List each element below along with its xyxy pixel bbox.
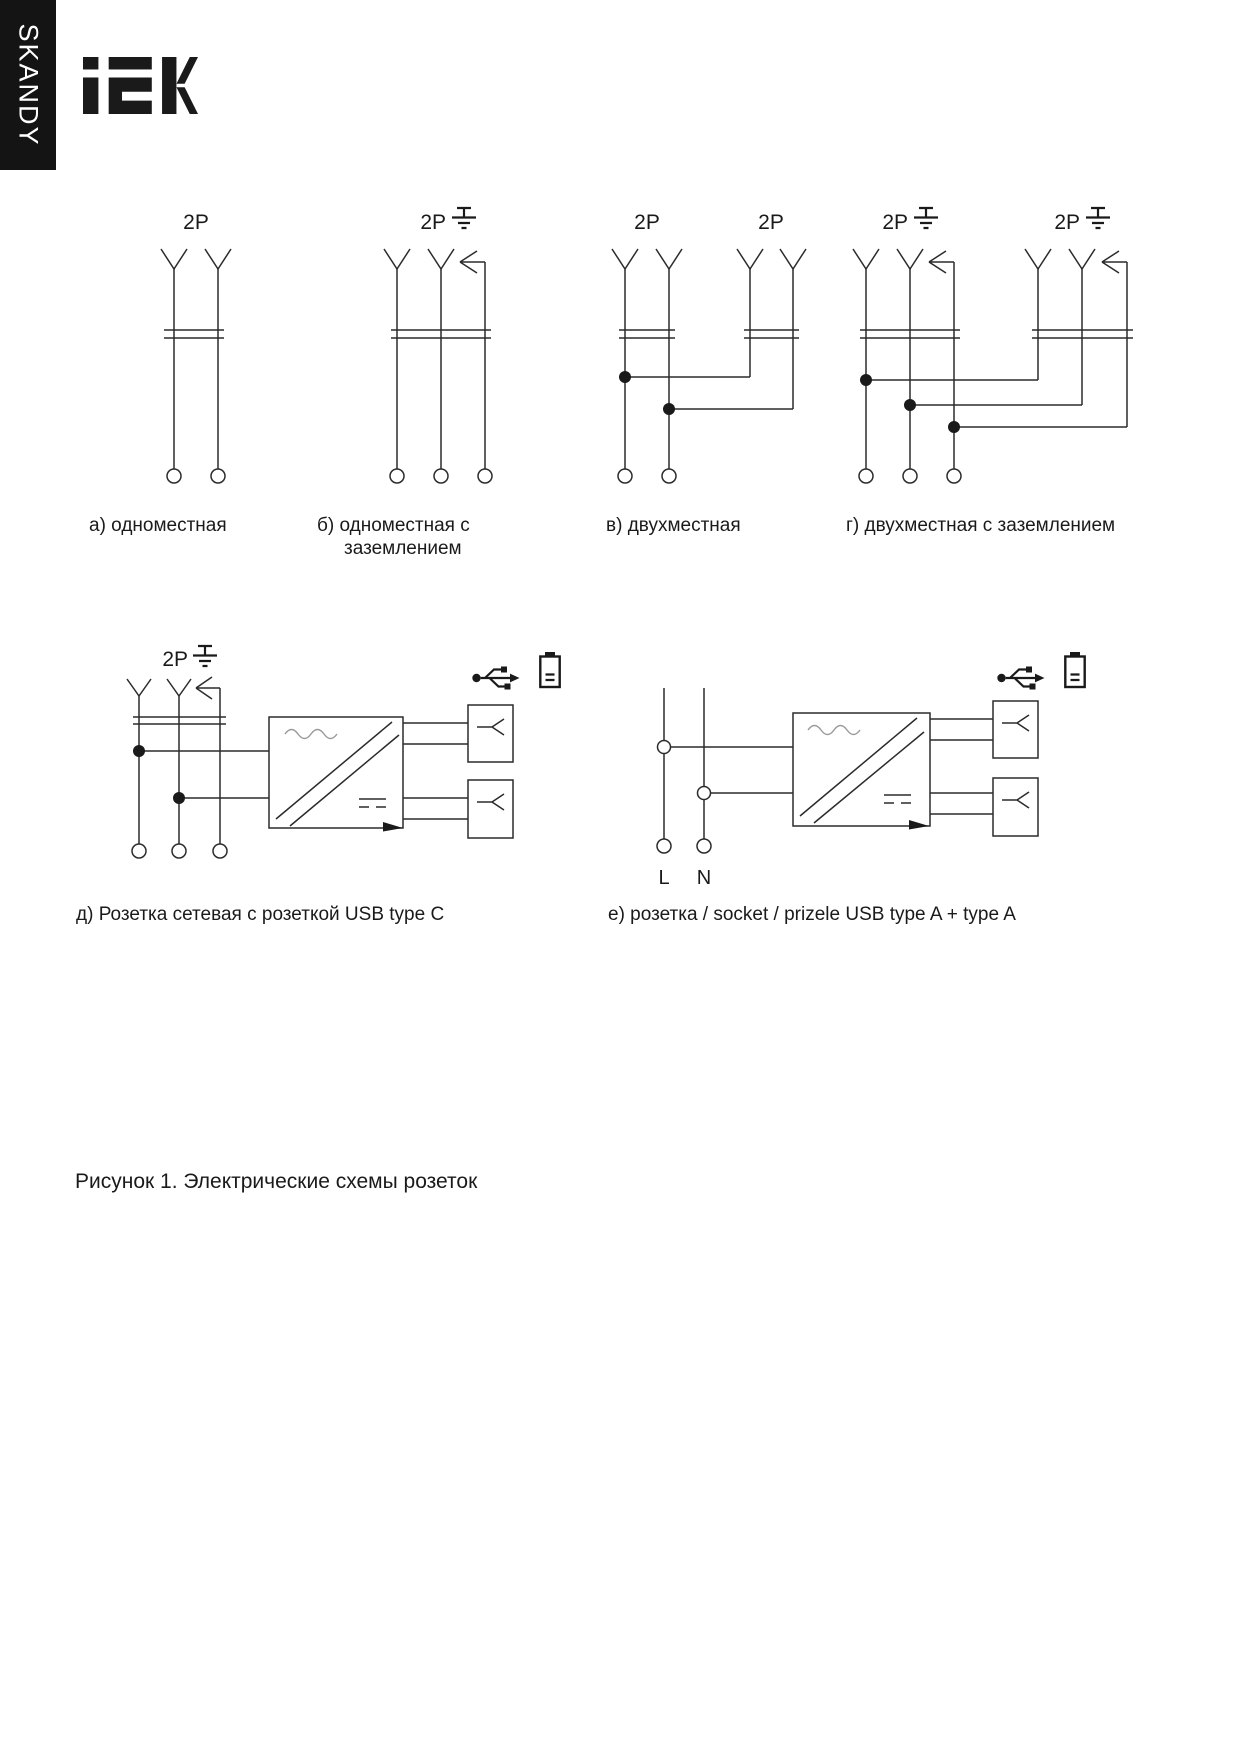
usb-port-box (993, 778, 1038, 836)
terminal-circle (434, 469, 448, 483)
socket-contact-icon (1002, 792, 1029, 808)
pole-label: 2P (758, 211, 784, 234)
contact-fork-icon (853, 249, 923, 269)
battery-icon (540, 652, 559, 687)
terminal-circle (657, 839, 671, 853)
pole-label: 2P (882, 211, 908, 234)
battery-icon (1065, 652, 1084, 687)
output-wires (403, 723, 468, 819)
ac-wave-icon (808, 726, 860, 735)
socket-bar (860, 330, 1133, 338)
caption-v: в) двухместная (606, 515, 741, 536)
contact-fork-icon (612, 249, 682, 269)
supply-wires (139, 751, 269, 798)
terminal-circle (390, 469, 404, 483)
junction-dot (619, 371, 631, 383)
terminal-n-label: N (696, 867, 712, 889)
pole-label: 2P (1054, 211, 1080, 234)
contact-fork-icon (205, 249, 231, 269)
terminal-circle (903, 469, 917, 483)
usb-port-box (993, 701, 1038, 758)
terminal-circle (662, 469, 676, 483)
brand-series-label: SKANDY (13, 23, 44, 147)
usb-trident-icon (997, 667, 1044, 690)
caption-d: д) Розетка сетевая с розеткой USB type C (76, 904, 445, 925)
usb-port-box (468, 705, 513, 762)
converter-diagonal (276, 722, 399, 826)
caption-g: г) двухместная с заземлением (846, 515, 1116, 536)
junction-circle (658, 741, 671, 754)
terminal-circle (697, 839, 711, 853)
converter-diagonal (800, 718, 924, 823)
contact-fork-icon (384, 249, 410, 269)
diagram-d-socket-usb-c (95, 635, 575, 870)
terminal-circle (947, 469, 961, 483)
diagram-b-single-socket-earthed (325, 195, 525, 505)
flow-arrow-icon (383, 822, 403, 832)
ac-wave-icon (285, 730, 337, 739)
terminal-circle (172, 844, 186, 858)
earth-pin-arrow-icon (460, 251, 485, 273)
contact-fork-icon (127, 679, 191, 696)
earth-icon (452, 208, 476, 228)
usb-port-box (468, 780, 513, 838)
diagram-g-double-socket-earthed (825, 195, 1160, 505)
dc-symbol-icon (359, 799, 386, 807)
acdc-converter-box (269, 717, 403, 832)
earth-icon (914, 208, 938, 228)
iek-logo (83, 57, 198, 114)
pole-label: 2P (183, 211, 209, 234)
junction-dot (904, 399, 916, 411)
socket-bar (164, 330, 224, 338)
contact-fork-icon (428, 249, 454, 269)
caption-a: а) одноместная (89, 515, 227, 536)
output-wires (930, 719, 993, 814)
terminal-circle (859, 469, 873, 483)
socket-contact-icon (1002, 715, 1029, 731)
junction-dot (133, 745, 145, 757)
acdc-converter-box (793, 713, 930, 830)
junction-dot (173, 792, 185, 804)
contact-fork-icon (1025, 249, 1095, 269)
supply-wires (671, 747, 794, 793)
brand-tab (0, 0, 56, 170)
socket-contact-icon (477, 719, 504, 735)
earth-pin-arrow-icon (196, 677, 220, 699)
contact-fork-icon (161, 249, 187, 269)
pole-label: 2P (634, 211, 660, 234)
junction-circle (698, 787, 711, 800)
caption-b (317, 514, 470, 560)
earth-icon (193, 646, 217, 666)
terminal-l-label: L (658, 867, 670, 889)
earth-pin-arrow-icon (929, 251, 954, 273)
link-wires (625, 377, 793, 409)
pole-label: 2P (420, 211, 446, 234)
flow-arrow-icon (909, 820, 929, 830)
contact-fork-icon (737, 249, 806, 269)
junction-dot (948, 421, 960, 433)
caption-e: е) розетка / socket / prizele USB type A + type A (608, 904, 1016, 925)
figure-caption: Рисунок 1. Электрические схемы розеток (75, 1170, 478, 1193)
earth-pin-arrow-icon (1102, 251, 1127, 273)
terminal-circle (211, 469, 225, 483)
caption-b-line2: заземлением (344, 538, 462, 559)
usb-trident-icon (472, 667, 519, 690)
junction-dot (860, 374, 872, 386)
terminal-circle (478, 469, 492, 483)
socket-contact-icon (477, 794, 504, 810)
pole-label: 2P (162, 648, 188, 671)
dc-symbol-icon (884, 795, 911, 803)
earth-icon (1086, 208, 1110, 228)
junction-dot (663, 403, 675, 415)
terminal-circle (132, 844, 146, 858)
diagram-v-double-socket (555, 195, 825, 505)
terminal-circle (213, 844, 227, 858)
socket-bar (619, 330, 799, 338)
diagram-a-single-socket (80, 195, 285, 505)
caption-b-line1: б) одноместная с (317, 515, 470, 536)
terminal-circle (618, 469, 632, 483)
diagram-e-socket-usb-a (595, 635, 1110, 895)
terminal-circle (167, 469, 181, 483)
